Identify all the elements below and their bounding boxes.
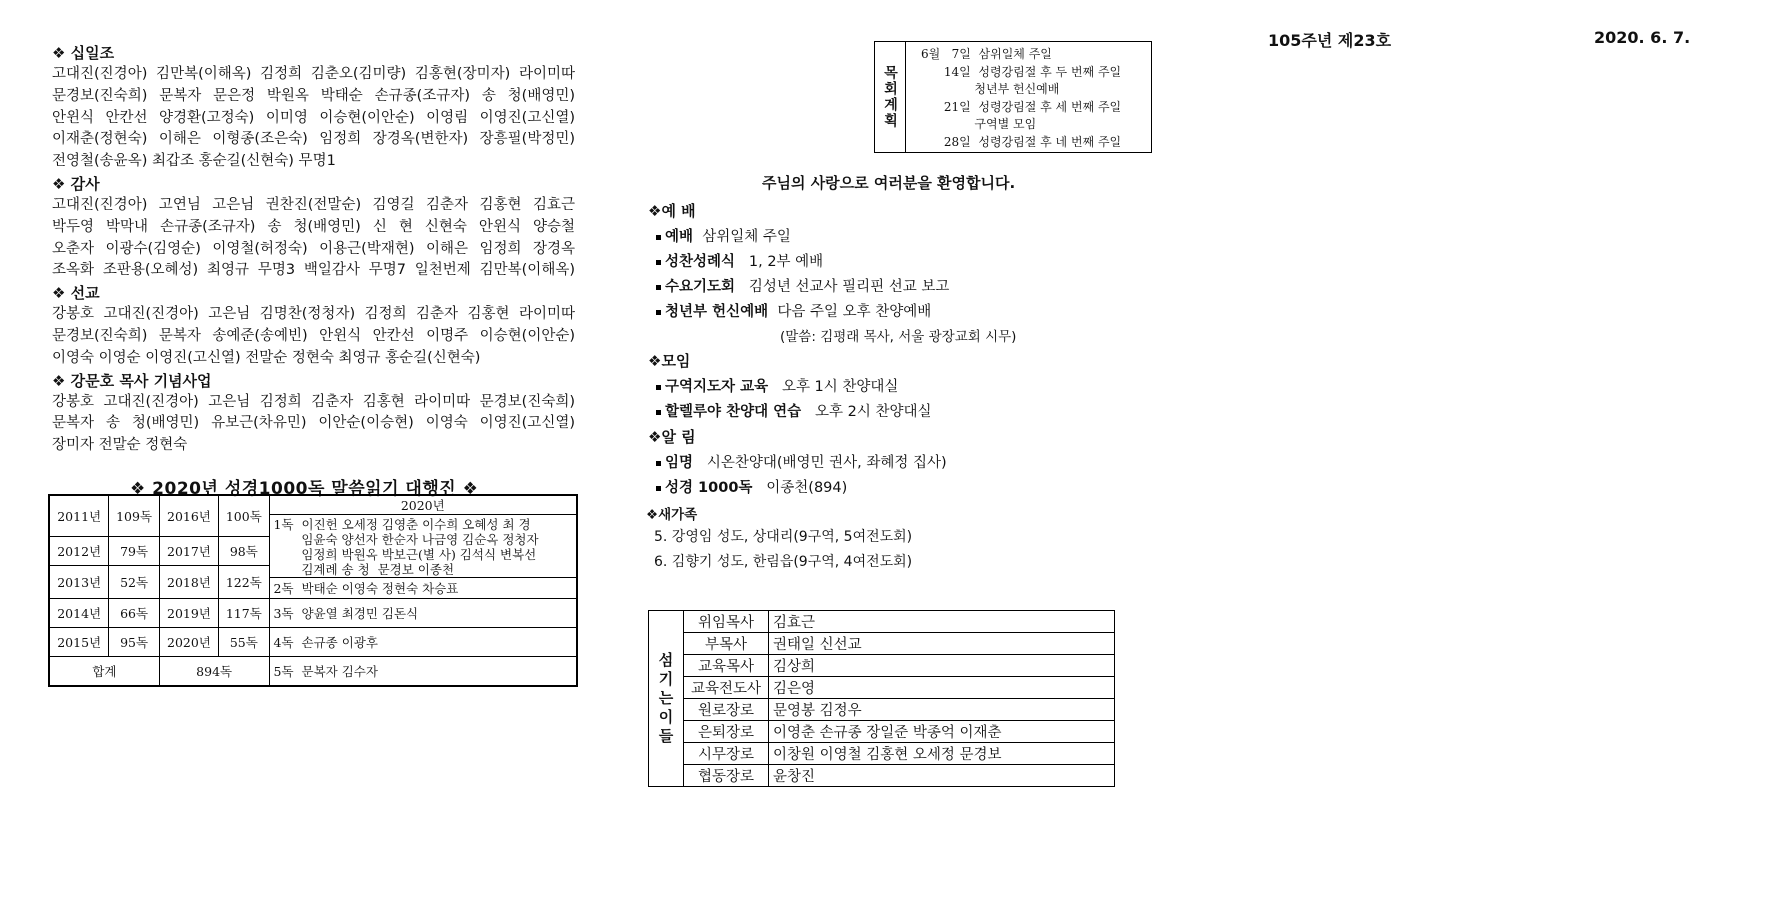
count-cell: 109독 — [109, 495, 159, 537]
year-cell: 2018년 — [159, 566, 218, 599]
section-title: ❖ 십일조 — [52, 44, 115, 62]
item-value: 오후 1시 찬양대실 — [781, 379, 899, 395]
bullet-icon — [656, 235, 661, 240]
item-value: 김성년 선교사 필리핀 선교 보고 — [748, 279, 950, 295]
notice-item — [656, 476, 847, 497]
item-key: 예배 — [665, 229, 694, 245]
name-line: 전영철(송윤옥) 최갑조 홍순길(신현숙) 무명1 — [52, 153, 336, 170]
name-line: 고대진(진경아) 김만복(이해옥) 김정희 김춘오(김미량) 김홍현(장미자) 라이미따 — [52, 66, 575, 82]
item-value: 1, 2부 예배 — [748, 254, 824, 270]
count-cell: 100독 — [219, 495, 269, 537]
year-cell: 2014년 — [49, 599, 109, 628]
role-cell: 은퇴장로 — [684, 721, 769, 743]
meeting-item — [656, 375, 898, 396]
names-cell: 이영춘 손규종 장일준 박종억 이재춘 — [769, 721, 1115, 743]
role-cell: 시무장로 — [684, 743, 769, 765]
name-line: 문복자 송 청(배영민) 유보근(차유민) 이안순(이승현) 이영숙 이영진(고신열) — [52, 415, 575, 432]
count-cell: 98독 — [219, 537, 269, 566]
mission-section — [52, 282, 575, 369]
names-cell: 윤창진 — [769, 765, 1115, 787]
bible-reading-table — [48, 494, 578, 687]
reads-line: 김계례 송 청 문경보 이종천 — [273, 562, 455, 577]
names-cell: 김상희 — [769, 655, 1115, 677]
count-cell: 52독 — [109, 566, 159, 599]
names-cell: 김효근 — [769, 611, 1115, 633]
welcome-text: 주님의 사랑으로 여러분을 환영합니다. — [762, 174, 1016, 192]
reads-5: 5독 문복자 김수자 — [269, 657, 577, 687]
bible-reading-title: ❖ 2020년 성경1000독 말씀읽기 대행진 ❖ — [130, 479, 479, 499]
reads-1 — [269, 515, 577, 578]
section-title: ❖ 감사 — [52, 174, 100, 193]
count-cell: 55독 — [219, 628, 269, 657]
role-cell: 교육목사 — [684, 655, 769, 677]
name-line: 안윈식 안칸선 양경환(고정숙) 이미영 이승현(이안순) 이영림 이영진(고신열) — [52, 109, 575, 126]
names-cell: 이창원 이영철 김홍현 오세정 문경보 — [769, 743, 1115, 765]
names-cell: 권태일 신선교 — [769, 633, 1115, 655]
year-cell: 2015년 — [49, 628, 109, 657]
role-cell: 교육전도사 — [684, 677, 769, 699]
reads-line: 임윤숙 양선자 한순자 나금영 김순옥 정청자 — [273, 532, 539, 547]
worship-item — [656, 275, 949, 296]
item-key: 할렐루야 찬양대 연습 — [665, 404, 802, 420]
plan-line: 청년부 헌신예배 — [921, 82, 1060, 96]
plan-line: 6월 7일 삼위일체 주일 — [921, 47, 1052, 61]
year-cell: 2017년 — [159, 537, 218, 566]
bullet-icon — [656, 385, 661, 390]
name-line: 박두영 박막내 손규종(조규자) 송 청(배영민) 신 현 신현숙 안윈식 양승철 — [52, 218, 575, 235]
tithe-names — [52, 64, 575, 173]
meeting-item — [656, 400, 932, 421]
section-title: ❖ 선교 — [52, 284, 100, 303]
role-cell: 부목사 — [684, 633, 769, 655]
plan-line: 28일 성령강림절 후 네 번째 주일 — [921, 135, 1122, 149]
notice-title: ❖알 림 — [648, 428, 696, 446]
year-cell: 2011년 — [49, 495, 109, 537]
thanks-names — [52, 195, 575, 282]
name-line: 오춘자 이광수(김영순) 이영철(허정숙) 이용근(박재현) 이해은 임정희 장경옥 — [52, 240, 575, 257]
pastoral-plan-box — [874, 41, 1152, 153]
newfamily-title: ❖새가족 — [646, 507, 698, 523]
reads-2: 2독 박태순 이영숙 정현숙 차승표 — [269, 578, 577, 599]
servers-label — [649, 611, 684, 787]
item-value: 다음 주일 오후 찬양예배 — [777, 304, 932, 320]
newfamily-item: 6. 김향기 성도, 한림읍(9구역, 4여전도회) — [654, 554, 913, 570]
bullet-icon — [656, 486, 661, 491]
memorial-section — [52, 370, 575, 457]
count-cell: 122독 — [219, 566, 269, 599]
reads-3: 3독 양윤열 최경민 김돈식 — [269, 599, 577, 628]
year-cell: 2013년 — [49, 566, 109, 599]
bullet-icon — [656, 260, 661, 265]
name-line: 이재춘(정현숙) 이해은 이형종(조은숙) 임정희 장경옥(변한자) 장흥필(박정민) — [52, 131, 575, 148]
count-cell: 79독 — [109, 537, 159, 566]
reads-4: 4독 손규종 이광후 — [269, 628, 577, 657]
total-label: 합계 — [49, 657, 159, 687]
memorial-names — [52, 392, 575, 457]
count-cell: 117독 — [219, 599, 269, 628]
section-title: ❖ 강문호 목사 기념사업 — [52, 371, 212, 390]
count-cell: 95독 — [109, 628, 159, 657]
name-line: 강봉호 고대진(진경아) 고은님 김명찬(정청자) 김정희 김춘자 김홍현 라이미따 — [52, 306, 575, 323]
year-cell: 2020년 — [159, 628, 218, 657]
name-line: 문경보(진숙희) 문복자 송예준(송예빈) 안윈식 안칸선 이명주 이승현(이안순) — [52, 327, 575, 344]
item-key: 구역지도자 교육 — [665, 379, 769, 395]
reads-line: 1독 이진헌 오세정 김영춘 이수희 오혜성 최 경 — [273, 517, 531, 532]
item-value: 오후 2시 찬양대실 — [815, 404, 932, 420]
reads-line: 임정희 박원옥 박보근(별 사) 김석식 변복선 — [273, 547, 537, 562]
name-line: 강봉호 고대진(진경아) 고은님 김정희 김춘자 김홍현 라이미따 문경보(진숙희) — [52, 393, 575, 410]
notice-item — [656, 451, 947, 472]
item-key: 성경 1000독 — [665, 480, 753, 496]
worship-item — [656, 225, 791, 246]
name-line: 문경보(진숙희) 문복자 문은정 박원옥 박태순 손규종(조규자) 송 청(배영민) — [52, 87, 576, 104]
item-key: 수요기도회 — [665, 279, 736, 295]
year-cell: 2016년 — [159, 495, 218, 537]
worship-item — [656, 250, 823, 271]
plan-line: 14일 성령강림절 후 두 번째 주일 — [921, 65, 1122, 79]
worship-title: ❖예 배 — [648, 202, 696, 220]
tithe-section — [52, 42, 575, 173]
role-cell: 위임목사 — [684, 611, 769, 633]
bullet-icon — [656, 285, 661, 290]
name-line: 고대진(진경아) 고연님 고은님 권찬진(전말순) 김영길 김춘자 김홍현 김효근 — [52, 196, 575, 213]
issue-number: 105주년 제23호 — [1268, 31, 1392, 50]
plan-label — [875, 42, 906, 152]
name-line: 장미자 전말순 정현숙 — [52, 437, 188, 454]
role-cell: 협동장로 — [684, 765, 769, 787]
bullet-icon — [656, 310, 661, 315]
names-cell: 김은영 — [769, 677, 1115, 699]
newfamily-item: 5. 강영임 성도, 상대리(9구역, 5여전도회) — [654, 529, 913, 545]
count-cell: 66독 — [109, 599, 159, 628]
item-value: 시온찬양대(배영민 권사, 좌혜정 집사) — [706, 455, 947, 471]
plan-line: 구역별 모임 — [921, 117, 1037, 131]
issue-date: 2020. 6. 7. — [1594, 28, 1691, 47]
mission-names — [52, 304, 575, 369]
item-value: 삼위일체 주일 — [702, 229, 791, 245]
thanks-section — [52, 173, 575, 282]
bullet-icon — [656, 461, 661, 466]
total-value: 894독 — [159, 657, 269, 687]
worship-note: (말씀: 김평래 목사, 서울 광장교회 시무) — [780, 329, 1017, 345]
bullet-icon — [656, 410, 661, 415]
meeting-title: ❖모임 — [648, 352, 691, 370]
name-line: 조옥화 조판용(오혜성) 최영규 무명3 백일감사 무명7 일천번제 김만복(이해옥) — [52, 262, 575, 279]
year-cell: 2012년 — [49, 537, 109, 566]
servers-label-text: 섬기는 이들 — [658, 651, 674, 745]
role-cell: 원로장로 — [684, 699, 769, 721]
name-line: 이영숙 이영순 이영진(고신열) 전말순 정현숙 최영규 홍순길(신현숙) — [52, 349, 481, 366]
item-key: 청년부 헌신예배 — [665, 304, 769, 320]
plan-line: 21일 성령강림절 후 세 번째 주일 — [921, 100, 1122, 114]
plan-label-text: 목회계획 — [882, 65, 898, 129]
col-2020-header: 2020년 — [269, 495, 577, 515]
worship-item — [656, 300, 931, 321]
names-cell: 문영봉 김정우 — [769, 699, 1115, 721]
item-key: 성찬성례식 — [665, 254, 736, 270]
servers-table — [648, 610, 1115, 787]
year-cell: 2019년 — [159, 599, 218, 628]
item-key: 임명 — [665, 455, 694, 471]
item-value: 이종천(894) — [766, 480, 848, 496]
offering-sections — [52, 42, 575, 457]
